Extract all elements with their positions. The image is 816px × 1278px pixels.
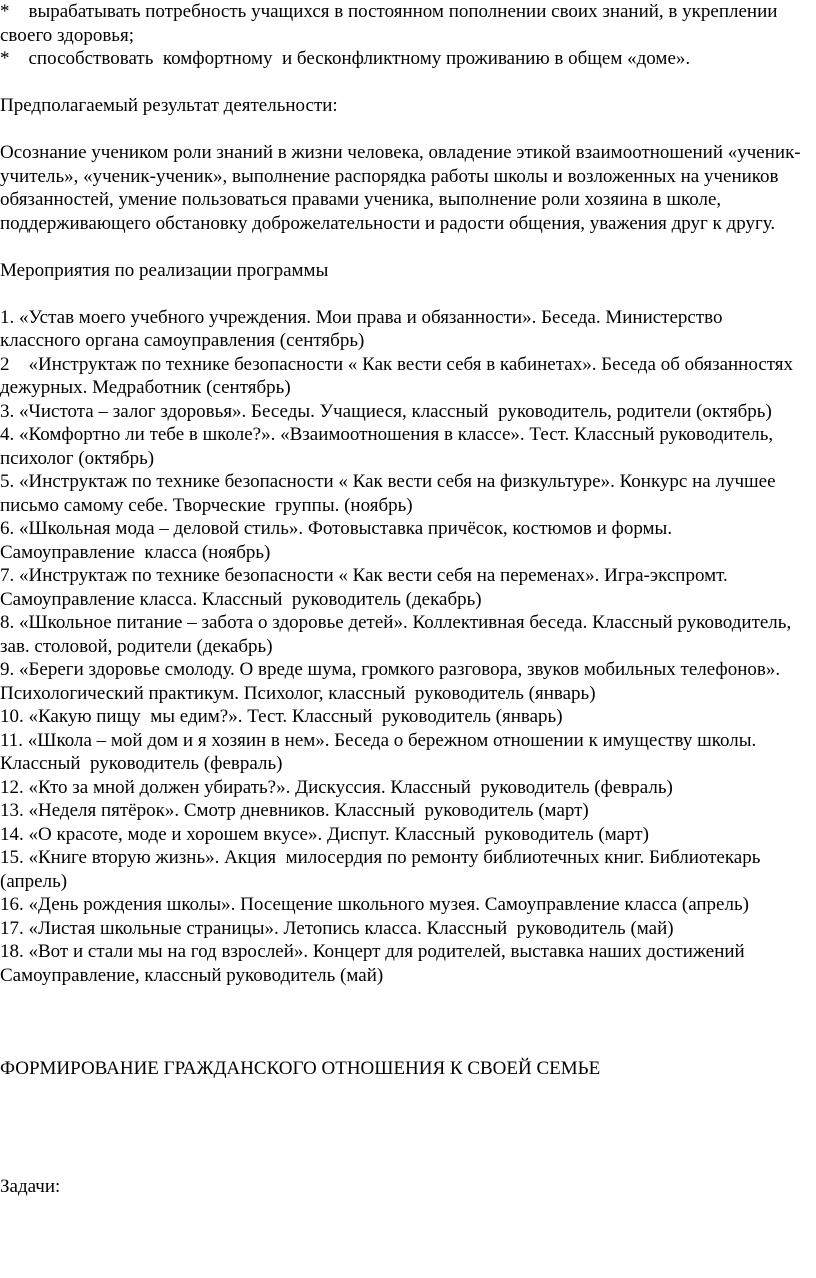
event-item: 6. «Школьная мода – деловой стиль». Фотовыставка причёсок, костюмов и формы. Самоуправление класса (ноябрь) [0, 518, 677, 563]
section-heading: ФОРМИРОВАНИЕ ГРАЖДАНСКОГО ОТНОШЕНИЯ К СВОЕЙ СЕМЬЕ [0, 1058, 601, 1079]
spacer [0, 282, 806, 306]
event-item: 10. «Какую пищу мы едим?». Тест. Классный руководитель (январь) [0, 706, 563, 727]
event-item: 14. «О красоте, моде и хорошем вкусе». Диспут. Классный руководитель (март) [0, 823, 649, 845]
event-item: 9. «Береги здоровье смолоду. О вреде шума, громкого разговора, звуков мобильных телефонов». Психологический практикум. Психолог, классный руководитель (январь) [0, 659, 785, 704]
bullet-item: * вырабатывать потребность учащихся в постоянном пополнении своих знаний, в укреплении своего здоровья; [0, 1, 783, 46]
event-item: 18. «Вот и стали мы на год взрослей». Концерт для родителей, выставка наших достижений Самоуправление, классный руководитель (май) [0, 941, 750, 986]
events-heading: Мероприятия по реализации программы [0, 259, 329, 281]
event-item: 3. «Чистота – залог здоровья». Беседы. Учащиеся, классный руководитель, родители (октябрь) [0, 400, 772, 422]
event-item: 5. «Инструктаж по технике безопасности « Как вести себя на физкультуре». Конкурс на лучшее письмо самому себе. Творческие группы. (ноябрь) [0, 471, 781, 516]
result-heading: Предполагаемый результат деятельности: [0, 95, 338, 116]
result-text: Осознание учеником роли знаний в жизни человека, овладение этикой взаимоотношений «ученик-учитель», «ученик-ученик», выполнение распорядка работы школы и возложенных на учеников обязанностей, умение пользоваться правами ученика, выполнение роли хозяина в школе, поддерживающего обстановку доброжелательности и радости общения, уважения друг к другу. [0, 142, 801, 234]
event-item: 12. «Кто за мной должен убирать?». Дискуссия. Классный руководитель (февраль) [0, 776, 673, 798]
spacer [0, 71, 806, 95]
tasks-heading: Задачи: [0, 1175, 61, 1197]
event-item: 2 «Инструктаж по технике безопасности « Как вести себя в кабинетах». Беседа об обязанностях дежурных. Медработник (сентябрь) [0, 353, 798, 398]
event-item: 4. «Комфортно ли тебе в школе?». «Взаимоотношения в классе». Тест. Классный руководитель, психолог (октябрь) [0, 424, 778, 469]
spacer [0, 118, 806, 142]
event-item: 13. «Неделя пятёрок». Смотр дневников. Классный руководитель (март) [0, 800, 589, 821]
event-item: 15. «Книге вторую жизнь». Акция милосердия по ремонту библиотечных книг. Библиотекарь (апрель) [0, 847, 766, 892]
event-item: 1. «Устав моего учебного учреждения. Мои права и обязанности». Беседа. Министерство классного органа самоуправления (сентябрь) [0, 306, 728, 351]
spacer [0, 235, 806, 259]
spacer [0, 1081, 806, 1175]
event-item: 16. «День рождения школы». Посещение школьного музея. Самоуправление класса (апрель) [0, 894, 749, 915]
event-item: 8. «Школьное питание – забота о здоровье детей». Коллективная беседа. Классный руководитель, зав. столовой, родители (декабрь) [0, 612, 796, 657]
spacer [0, 987, 806, 1057]
event-item: 17. «Листая школьные страницы». Летопись класса. Классный руководитель (май) [0, 917, 674, 939]
bullet-item: * способствовать комфортному и бесконфликтному проживанию в общем «доме». [0, 48, 691, 69]
event-item: 7. «Инструктаж по технике безопасности « Как вести себя на переменах». Игра-экспромт. Самоуправление класса. Классный руководитель (декабрь) [0, 565, 733, 610]
event-item: 11. «Школа – мой дом и я хозяин в нем». Беседа о бережном отношении к имуществу школы. Классный руководитель (февраль) [0, 729, 761, 774]
